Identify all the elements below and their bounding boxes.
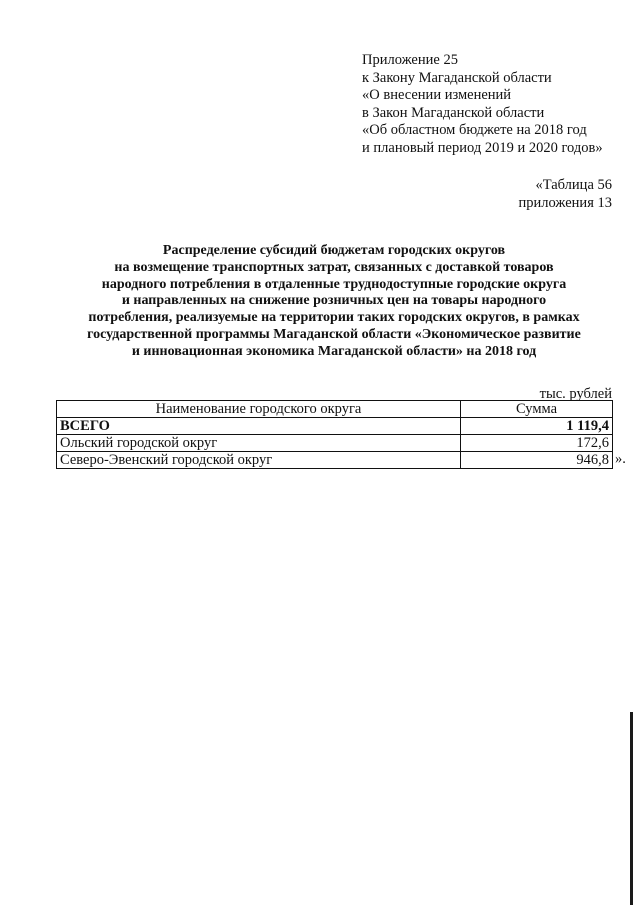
appendix-line: и плановый период 2019 и 2020 годов» [362,139,603,156]
district-name: Ольский городской округ [57,435,461,452]
table-reference-line: приложения 13 [518,194,612,211]
table-reference [519,177,612,212]
district-amount: 172,6 [461,435,613,452]
units-label: тыс. рублей [539,386,612,402]
title-line: народного потребления в отдаленные труднодоступные городские округа [101,276,567,292]
total-label: ВСЕГО [57,418,461,435]
title-line: государственной программы Магаданской области «Экономическое развитие [87,326,581,342]
district-name: Северо-Эвенский городской округ [57,452,461,469]
table-row [57,452,613,469]
table-row [57,435,613,452]
closing-quote-mark: ». [615,451,626,467]
header-name: Наименование городского округа [57,401,461,418]
header-amount: Сумма [461,401,613,418]
appendix-line: Приложение 25 [362,52,458,68]
district-amount: 946,8 [461,452,613,469]
title-line: на возмещение транспортных затрат, связанных с доставкой товаров [114,259,554,275]
title-line: Распределение субсидий бюджетам городских округов [162,243,506,258]
document-title [56,243,612,361]
title-line: и инновационная экономика Магаданской области» на 2018 год [131,343,537,359]
total-row [57,418,613,435]
table-header-row [57,401,613,418]
table-reference-line: «Таблица 56 [535,177,612,193]
appendix-line: «Об областном бюджете на 2018 год [362,122,587,139]
total-amount: 1 119,4 [461,418,613,435]
title-line: и направленных на снижение розничных цен на товары народного [121,293,547,309]
appendix-reference [362,52,632,158]
title-line: потребления, реализуемые на территории таких городских округов, в рамках [88,310,580,326]
scan-edge-line [630,712,633,905]
subsidy-table [56,400,613,469]
appendix-line: «О внесении изменений [362,87,512,104]
appendix-line: в Закон Магаданской области [362,104,545,121]
appendix-line: к Закону Магаданской области [362,69,552,86]
